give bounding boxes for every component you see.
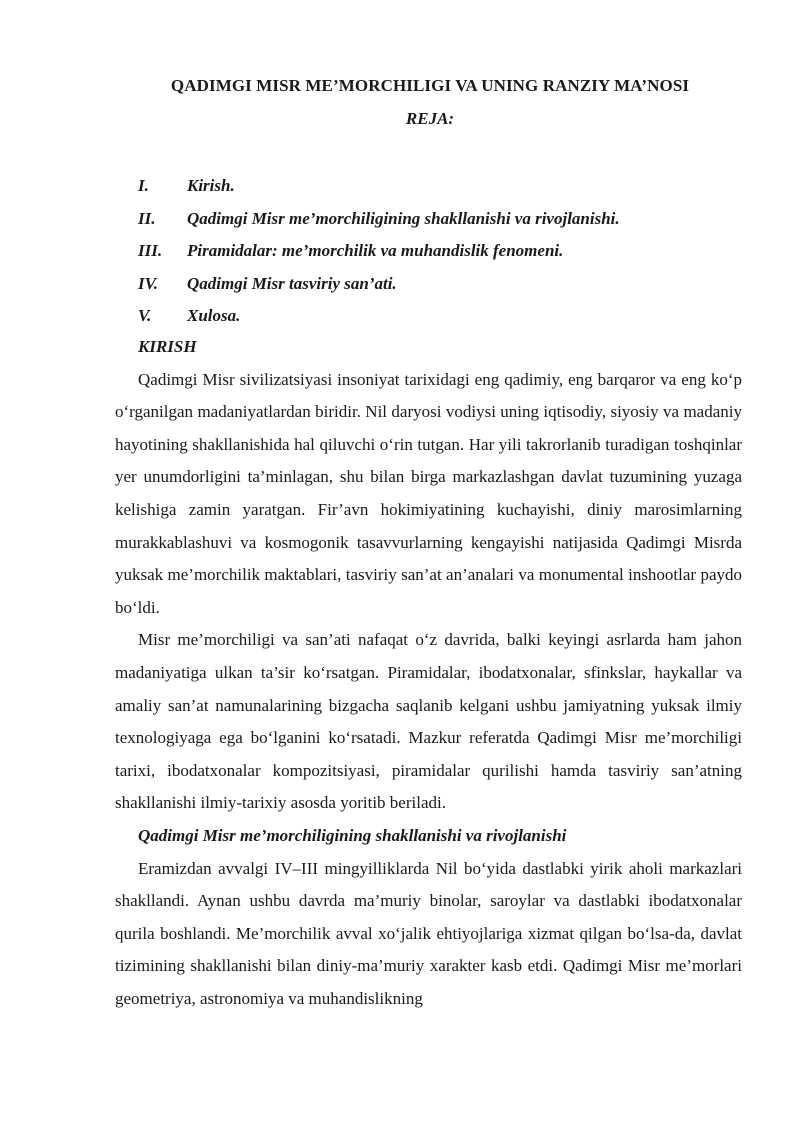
document-title: QADIMGI MISR ME’MORCHILIGI VA UNING RANZIY MA’NOSI [170, 76, 690, 95]
plan-item-number: V. [138, 306, 152, 325]
plan-item-text: Qadimgi Misr me’morchiligining shakllanishi va rivojlanishi. [187, 208, 620, 228]
body-paragraph: Qadimgi Misr sivilizatsiyasi insoniyat tarixidagi eng qadimiy, eng barqaror va eng ko‘p o‘rganilgan madaniyatlardan biridir. Nil daryosi vodiysi uning iqtisodiy, siyosiy va madaniy hayotining shakllanishida hal qiluvchi o‘rin tutgan. Har yili takrorlanib turadigan toshqinlar yer unumdorligini ta’minlagan, shu bilan birga markazlashgan davlat tuzumining yuzaga kelishiga zamin yaratgan. Fir’avn hokimiyatining kuchayishi, diniy marosimlarning murakkablashuvi va kosmogonik tasavvurlarning kengayishi natijasida Qadimgi Misrda yuksak me’morchilik maktablari, tasviriy san’at an’analari va monumental inshootlar paydo bo‘ldi. [115, 369, 742, 617]
plan-label: REJA: [405, 109, 455, 128]
plan-item-number: II. [138, 208, 156, 228]
plan-list [138, 170, 620, 333]
plan-item [138, 300, 620, 333]
plan-item [138, 170, 620, 203]
body-paragraph: Misr me’morchiligi va san’ati nafaqat o‘z davrida, balki keyingi asrlarda ham jahon madaniyatiga ulkan ta’sir ko‘rsatgan. Piramidalar, ibodatxonalar, sfinkslar, haykallar va amaliy san’at namunalarining bizgacha saqlanib kelgani ushbu jamiyatning yuksak ilmiy texnologiyaga ega bo‘lganini ko‘rsatadi. Mazkur referatda Qadimgi Misr me’morchiligi tarixi, ibodatxonalar kompozitsiyasi, piramidalar qurilishi hamda tasviriy san’atning shakllanishi ilmiy-tarixiy asosda yoritib beriladi. [115, 630, 742, 813]
plan-item-text: Kirish. [187, 176, 235, 195]
plan-item-text: Xulosa. [187, 306, 241, 325]
plan-item [138, 203, 620, 236]
plan-item [138, 235, 620, 268]
section-heading-formation: Qadimgi Misr me’morchiligining shakllanishi va rivojlanishi [138, 825, 567, 845]
plan-item-number: IV. [138, 273, 159, 293]
section-heading-kirish: KIRISH [138, 337, 197, 356]
plan-item-text: Piramidalar: me’morchilik va muhandislik fenomeni. [187, 241, 564, 260]
plan-item [138, 268, 620, 301]
plan-item-text: Qadimgi Misr tasviriy san’ati. [187, 273, 397, 293]
body-paragraph: Eramizdan avvalgi IV–III mingyilliklarda Nil bo‘yida dastlabki yirik aholi markazlari shakllandi. Aynan ushbu davrda ma’muriy binolar, saroylar va dastlabki ibodatxonalar qurila boshlandi. Me’morchilik avval xo‘jalik ehtiyojlariga xizmat qilgan bo‘lsa-da, davlat tizimining shakllanishi bilan diniy-ma’muriy xarakter kasb etdi. Qadimgi Misr me’morlari geometriya, astronomiya va muhandislikning [115, 858, 742, 1008]
document-body [115, 331, 742, 1015]
plan-item-number: I. [138, 176, 149, 195]
plan-item-number: III. [138, 241, 163, 260]
